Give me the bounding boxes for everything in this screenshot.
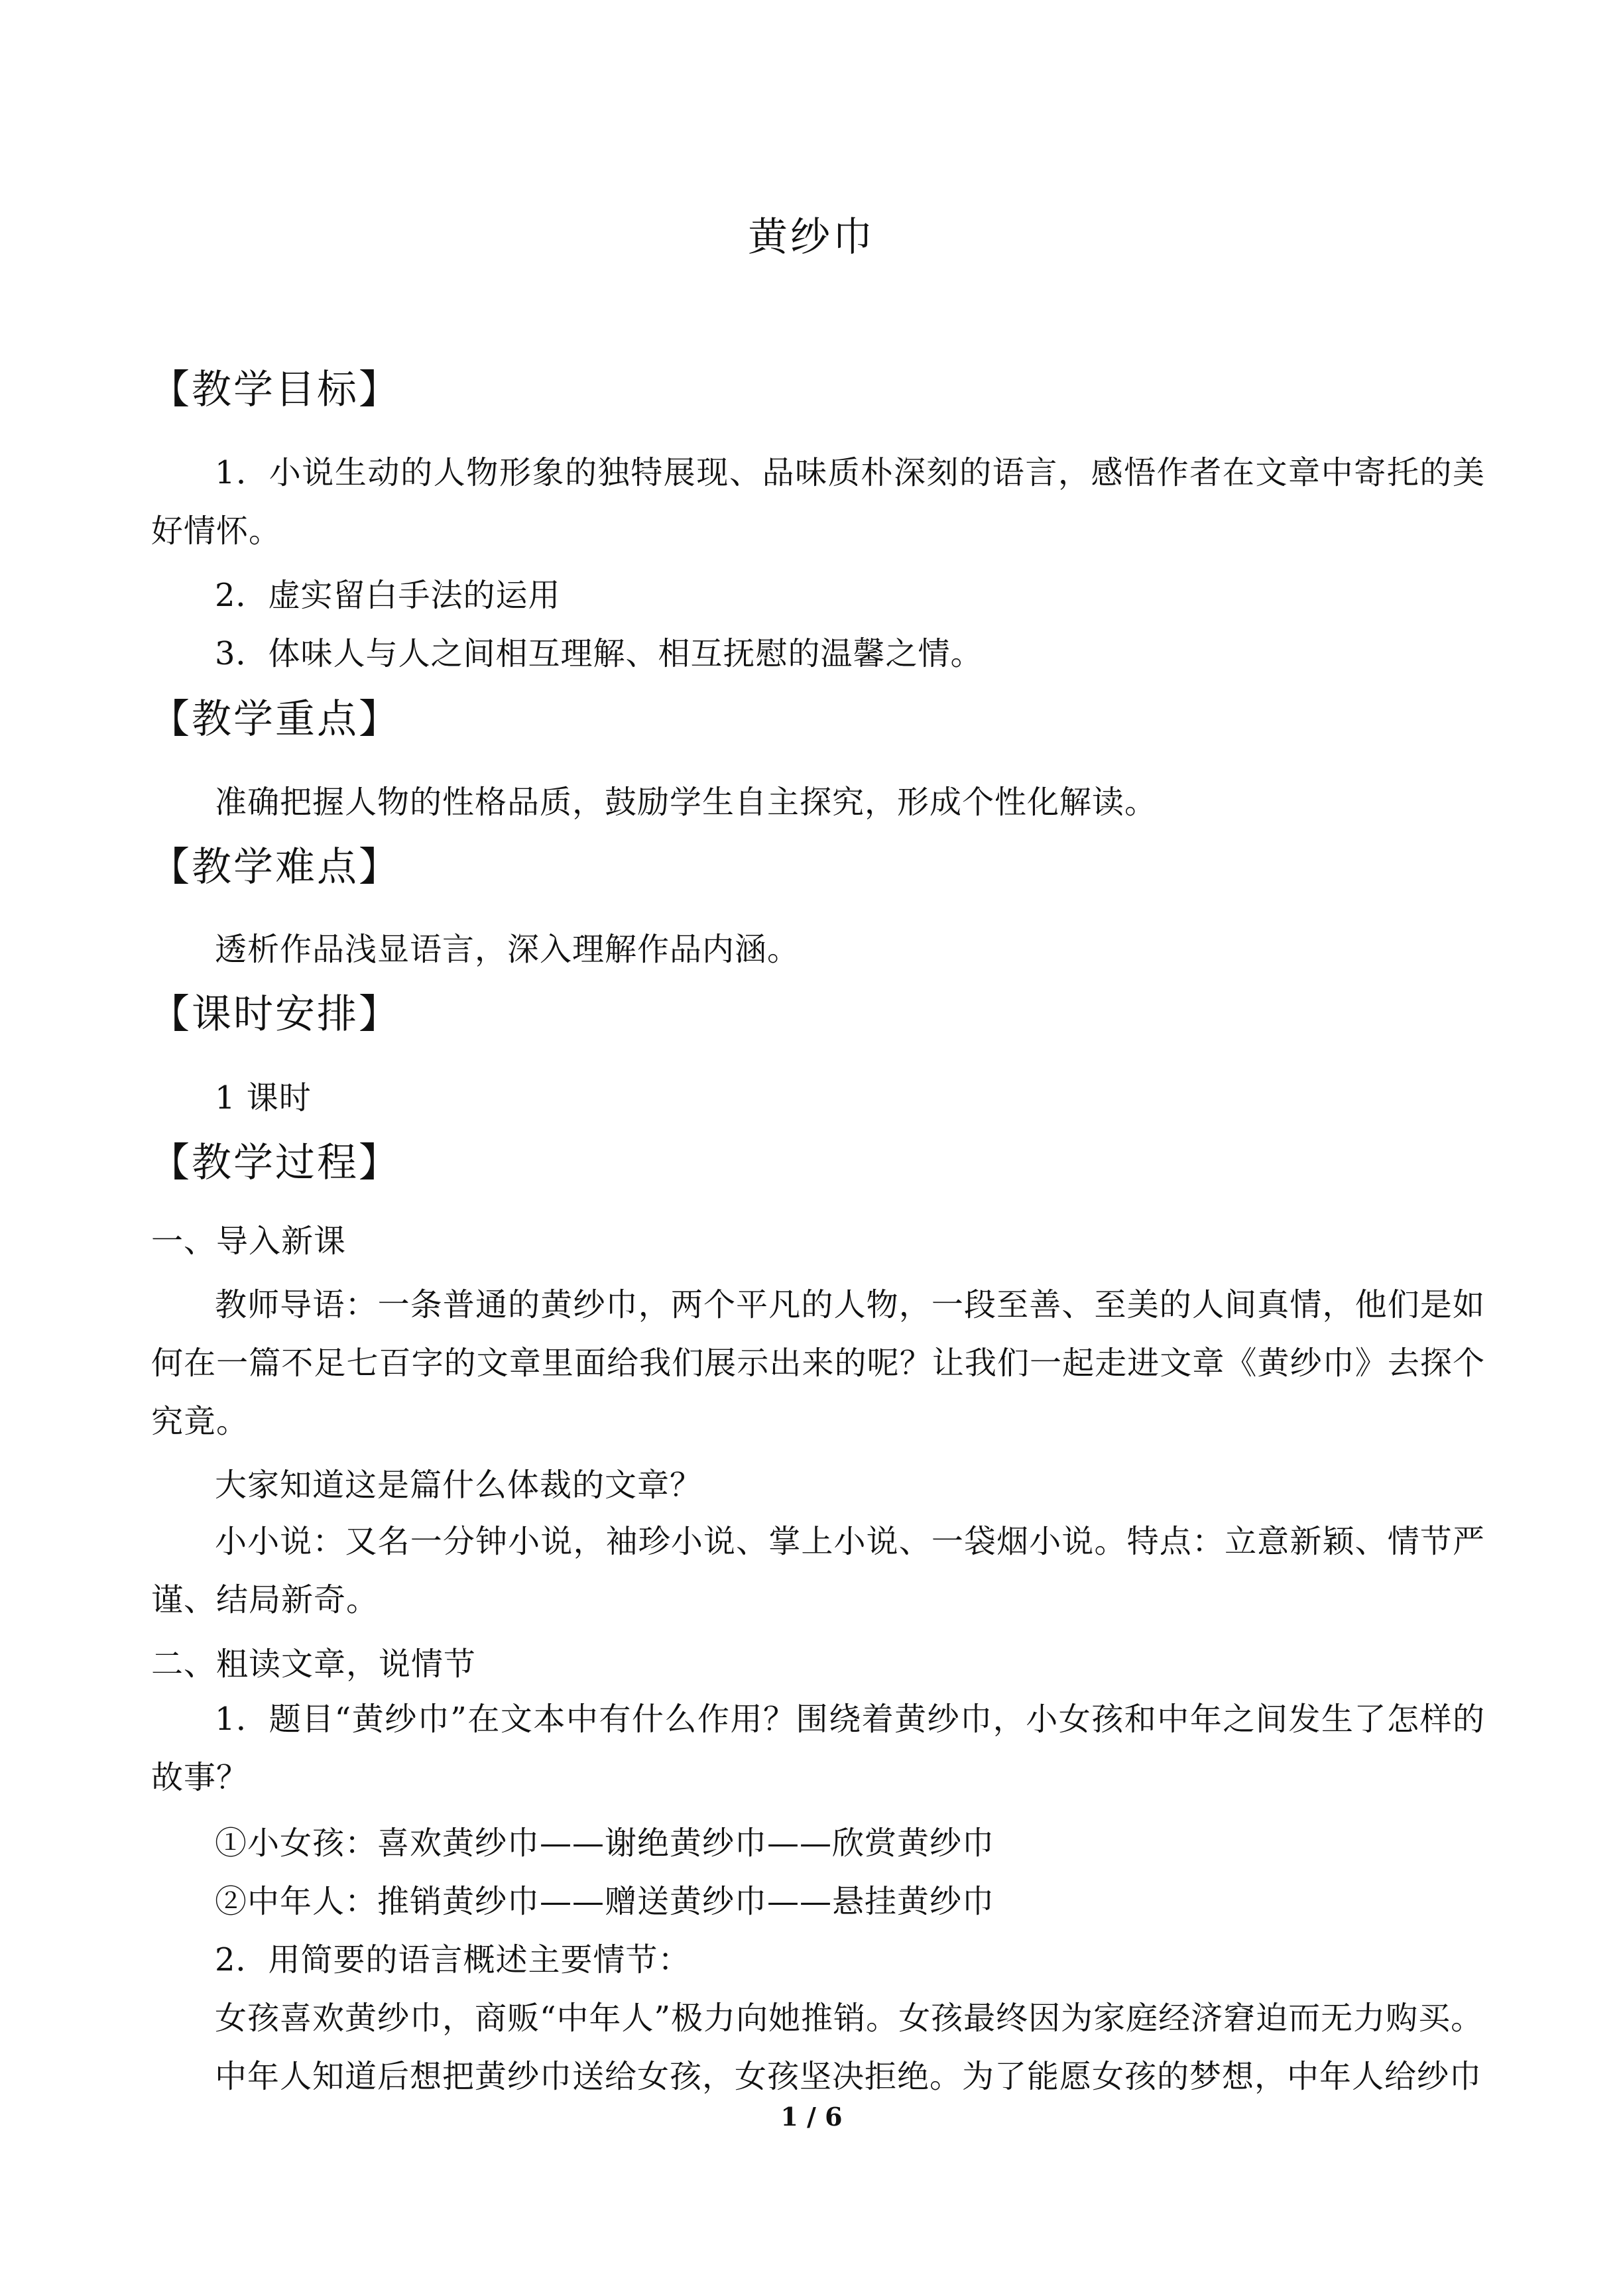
plot-line-2: 中年人知道后想把黄纱巾送给女孩，女孩坚决拒绝。为了能愿女孩的梦想，中年人给纱巾 [215,2058,1482,2095]
girl-storyline: ①小女孩：喜欢黄纱巾——谢绝黄纱巾——欣赏黄纱巾 [215,1825,995,1862]
man-storyline: ②中年人：推销黄纱巾——赠送黄纱巾——悬挂黄纱巾 [215,1883,995,1920]
heading-key-points: 【教学重点】 [150,696,400,743]
question-genre: 大家知道这是篇什么体裁的文章？ [215,1467,703,1504]
answer-genre: 小小说：又名一分钟小说，袖珍小说、掌上小说、一袋烟小说。特点：立意新颖、情节严谨、结局新奇。 [151,1523,1485,1618]
plot-line-1: 女孩喜欢黄纱巾，商贩“中年人”极力向她推销。女孩最终因为家庭经济窘迫而无力购买。 [215,2000,1484,2037]
document-title: 黄纱巾 [748,214,875,261]
objective-1: 1．小说生动的人物形象的独特展现、品味质朴深刻的语言，感悟作者在文章中寄托的美好情怀。 [151,454,1485,550]
objective-3: 3．体味人与人之间相互理解、相互抚慰的温馨之情。 [215,635,983,672]
heading-schedule: 【课时安排】 [150,991,400,1038]
heading-objectives: 【教学目标】 [150,367,400,413]
heading-difficulties: 【教学难点】 [150,844,400,890]
heading-process: 【教学过程】 [150,1140,400,1186]
question-plot-summary: 2．用简要的语言概述主要情节： [215,1941,691,1978]
objective-2: 2．虚实留白手法的运用 [215,577,561,614]
intro-paragraph: 教师导语：一条普通的黄纱巾，两个平凡的人物，一段至善、至美的人间真情，他们是如何在一篇不足七百字的文章里面给我们展示出来的呢？让我们一起走进文章《黄纱巾》去探个究竟。 [151,1286,1485,1440]
key-points-text: 准确把握人物的性格品质，鼓励学生自主探究，形成个性化解读。 [215,784,1158,821]
section-2-title: 二、粗读文章，说情节 [151,1646,477,1683]
schedule-text: 1 课时 [215,1079,312,1117]
section-1-title: 一、导入新课 [151,1223,347,1260]
page-number: 1 / 6 [780,2102,843,2132]
question-title-role: 1．题目“黄纱巾”在文本中有什么作用？围绕着黄纱巾，小女孩和中年之间发生了怎样的故事？ [151,1701,1485,1796]
difficulties-text: 透析作品浅显语言，深入理解作品内涵。 [215,931,800,968]
